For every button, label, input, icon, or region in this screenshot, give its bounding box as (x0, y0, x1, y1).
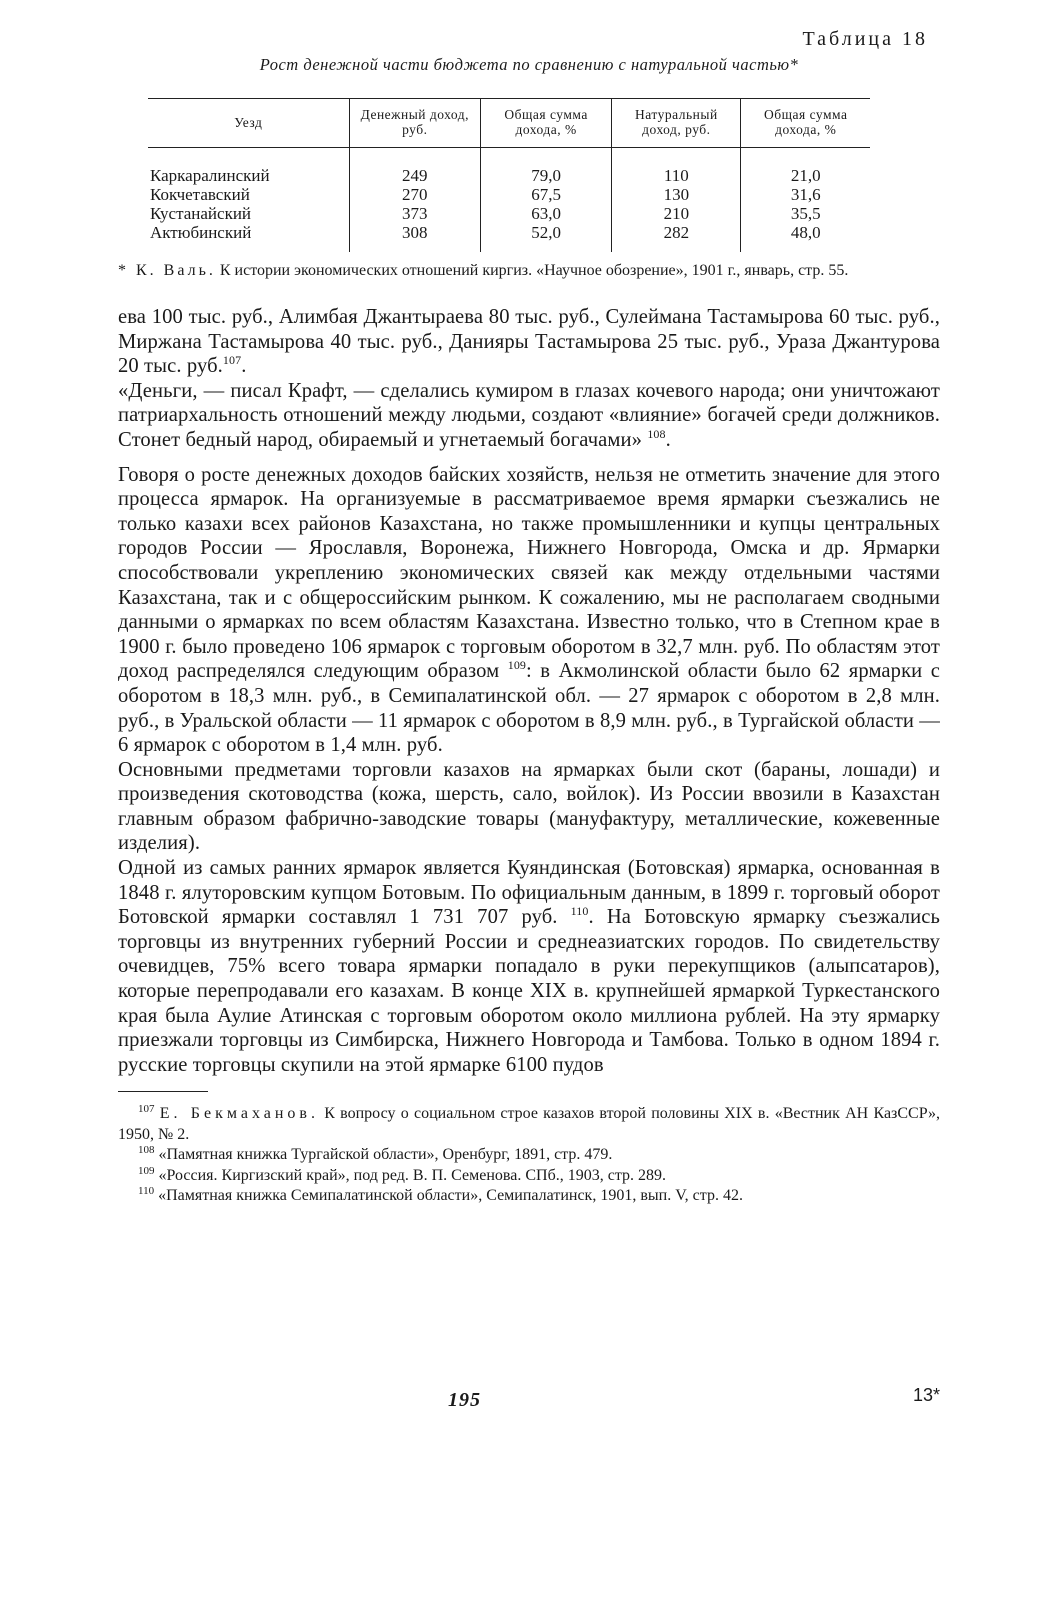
cell-district: Актюбинский (150, 223, 252, 242)
cell-cash-share: 63,0 (480, 204, 611, 223)
header-natural-share: Общая сумма дохода, % (741, 99, 870, 148)
cell-district: Кокчетавский (150, 185, 250, 204)
header-cash-share: Общая сумма дохода, % (480, 99, 611, 148)
page (118, 26, 941, 1411)
cell-cash-income: 308 (349, 223, 480, 252)
signature-mark: 13* (912, 1385, 940, 1405)
cell-cash-income: 270 (349, 185, 480, 204)
footnote-ref: 108 (647, 426, 666, 441)
cell-natural-share: 21,0 (741, 148, 870, 186)
footnote: $^{107}$ Е. Бекмаханов. К вопросу о социальном строе казахов второй половины XIX в. «Вестник АН КазССР», 1950, № 2. (118, 1103, 941, 1143)
cell-natural-income: 130 (612, 185, 741, 204)
page-number: 195 (448, 1389, 481, 1411)
footnote-ref: 109 (507, 658, 527, 673)
cell-cash-share: 52,0 (480, 223, 611, 252)
cell-cash-income: 249 (349, 148, 480, 186)
cell-natural-income: 110 (612, 148, 741, 186)
header-natural-income: Натуральный доход, руб. (612, 99, 741, 148)
table-label: Таблица 18 (802, 28, 928, 50)
header-district: Уезд (148, 99, 349, 148)
data-table (148, 98, 870, 252)
footnote-ref: 107 (222, 353, 242, 368)
footnotes (118, 1104, 940, 1207)
table-source-note (118, 260, 940, 281)
paragraph: ева 100 тыс. руб., Алимбая Джантыраева 80 тыс. руб., Сулеймана Тастамырова 60 тыс. руб., Миржана Тастамырова 40 тыс. руб., Данияры Тастамырова 25 тыс. руб., Ураза Джантурова 20 тыс. руб.$^{107}$. (118, 306, 940, 378)
cell-natural-share: 48,0 (741, 223, 870, 252)
paragraph: Основными предметами торговли казахов на ярмарках были скот (бараны, лошади) и произведения скотоводства (кожа, шерсть, сало, войлок). Из России ввозили в Казахстан главным образом фабрично-заводские товары (мануфактуру, металлические, кожевенные изделия). (118, 758, 940, 855)
paragraph: Одной из самых ранних ярмарок является Куяндинская (Ботовская) ярмарка, основанная в 1848 г. ялуторовским купцом Ботовым. По официальным данным, в 1899 г. торговый оборот Ботовской ярмарки составлял 1 731 707 руб. $^{110}$. На Ботовскую ярмарку съезжались торговцы из внутренних губерний России и среднеазиатских городов. По свидетельству очевидцев, 75% всего товара ярмарки попадало в руки перекупщиков (алыпсатаров), которые перепродавали его казахам. В конце XIX в. крупнейшей ярмаркой Туркестанского края была Аулие Атинская с торговым оборотом около миллиона рублей. На эту ярмарку приезжали торговцы из Симбирска, Нижнего Новгорода и Тамбова. Только в одном 1894 г. русские торговцы скупили на этой ярмарке 6100 пудов (118, 857, 941, 1076)
footnote: $^{109}$ «Россия. Киргизский край», под ред. В. П. Семенова. СПб., 1903, стр. 289. (138, 1164, 666, 1184)
cell-natural-share: 35,5 (741, 204, 870, 223)
cell-district: Кустанайский (150, 204, 252, 223)
cell-cash-income: 373 (349, 204, 480, 223)
paragraph: Говоря о росте денежных доходов байских хозяйств, нельзя не отметить значение для этого процесса ярмарок. На организуемые в рассматриваемое время ярмарки съезжались не только казахи всех районов Казахстана, но также промышленники и купцы центральных городов России — Ярославля, Воронежа, Нижнего Новгорода, Омска и др. Ярмарки способствовали укреплению экономических связей как между отдельными частями Казахстана, так и с общероссийским рынком. К сожалению, мы не располагаем сводными данными о ярмарках по всем областям Казахстана. Известно только, что в Степном крае в 1900 г. было проведено 106 ярмарок с торговым оборотом в 32,7 млн. руб. По областям этот доход распределялся следующим образом $^{109}$: в Акмолинской области было 62 ярмарки с оборотом в 18,3 млн. руб., в Семипалатинской обл. — 27 ярмарок с оборотом в 2,8 млн. руб., в Уральской области — 11 ярмарок с оборотом в 8,9 млн. руб., в Тургайской области — 6 ярмарок с оборотом в 1,4 млн. руб. (118, 463, 940, 757)
table-row (148, 204, 870, 223)
cell-natural-income: 210 (612, 204, 741, 223)
footnote-ref: 110 (570, 904, 589, 919)
table-note-author: * К. Валь. (118, 262, 216, 279)
table-header-row (148, 99, 870, 148)
footnote-divider (118, 1091, 208, 1092)
table-row (148, 185, 870, 204)
table-row (148, 148, 870, 186)
cell-natural-share: 31,6 (741, 185, 870, 204)
table-caption: Рост денежной части бюджета по сравнению с натуральной частью* (259, 55, 799, 74)
cell-district: Каркаралинский (150, 166, 270, 185)
header-cash-income: Денежный доход, руб. (349, 99, 480, 148)
cell-cash-share: 79,0 (480, 148, 611, 186)
footnote: $^{110}$ «Памятная книжка Семипалатинской области», Семипалатинск, 1901, вып. V, стр. 42. (138, 1185, 743, 1205)
table-note-text: К истории экономических отношений киргиз. «Научное обозрение», 1901 г., январь, стр. 55. (215, 262, 849, 279)
table-row (148, 223, 870, 252)
cell-natural-income: 282 (612, 223, 741, 252)
footnote: $^{108}$ «Памятная книжка Тургайской области», Оренбург, 1891, стр. 479. (138, 1144, 613, 1164)
paragraph: «Деньги, — писал Крафт, — сделались кумиром в глазах кочевого народа; они уничтожают патриархальность отношений между людьми, создают «влияние» богачей среди должников. Стонет бедный народ, обираемый и угнетаемый богачами» $^{108}$. (118, 379, 940, 451)
cell-cash-share: 67,5 (480, 185, 611, 204)
body-text (118, 305, 940, 1077)
page-footer (118, 1385, 940, 1419)
